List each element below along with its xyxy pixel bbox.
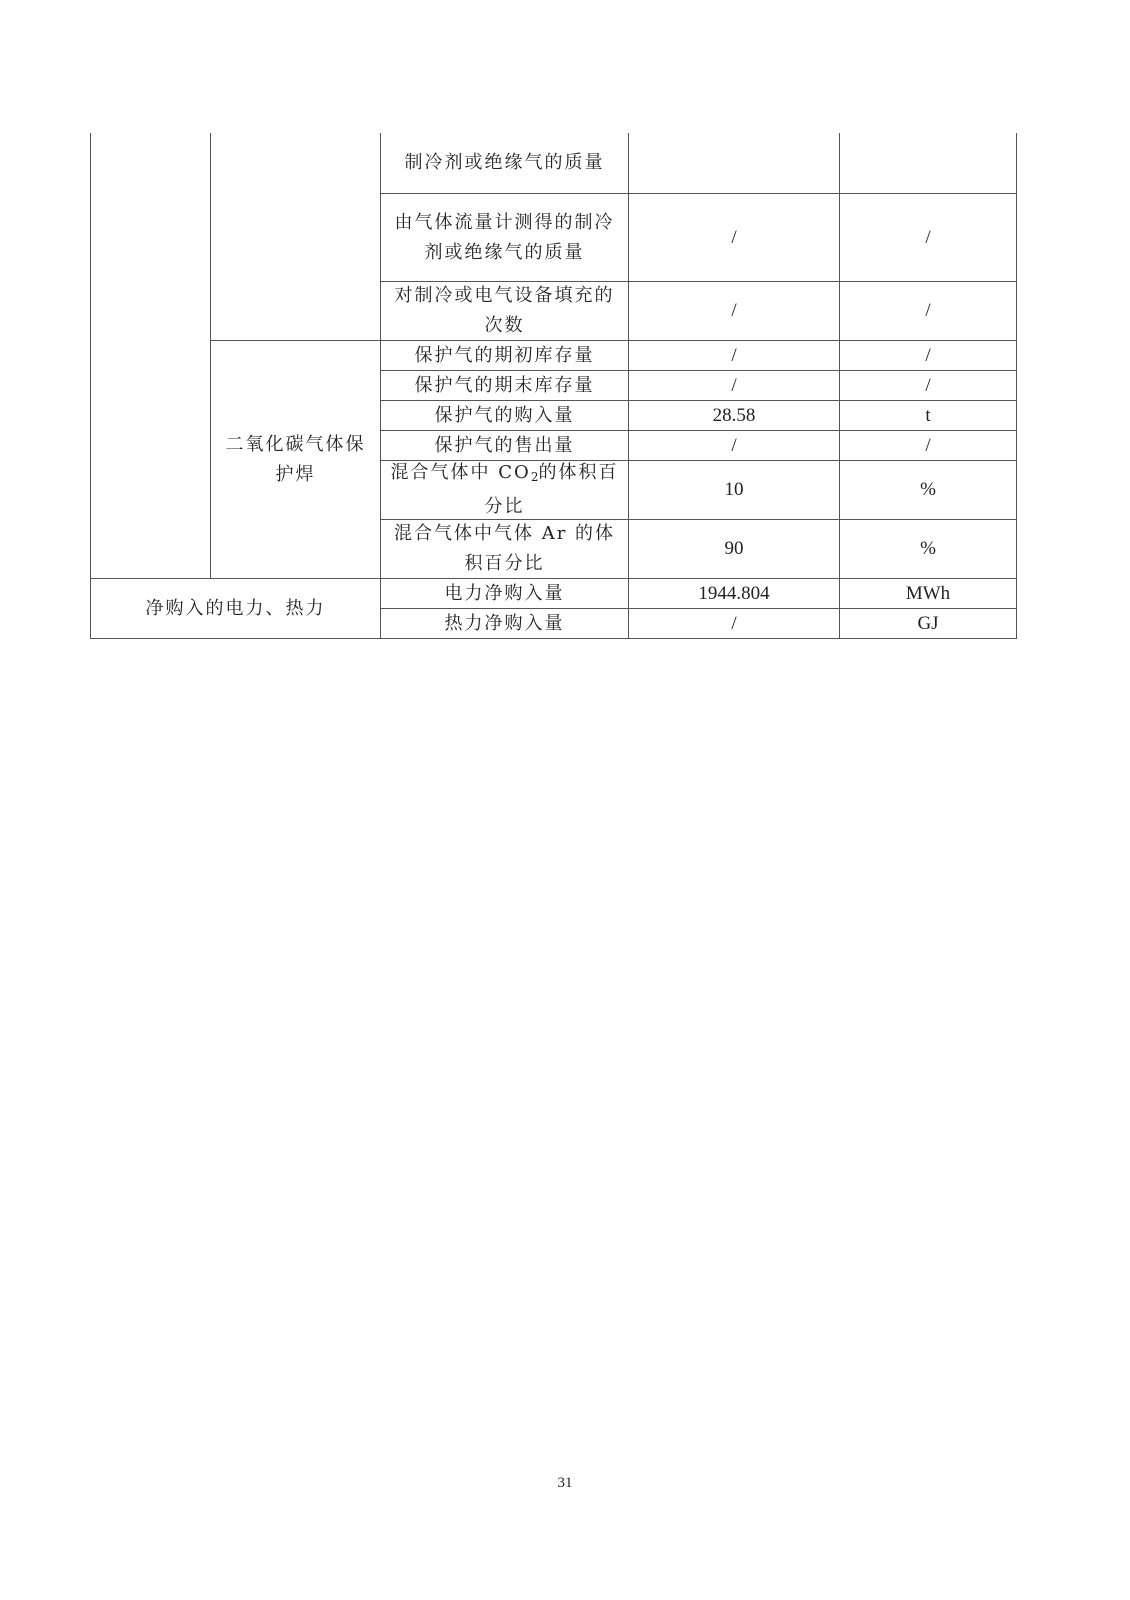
param-text: 由气体流量计测得的制冷剂或绝缘气的质量 [394, 211, 615, 263]
param-text: 制冷剂或绝缘气的质量 [404, 152, 605, 173]
value-cell: / [731, 374, 737, 396]
group-label-co2-welding [211, 341, 380, 578]
value-cell: 90 [724, 538, 744, 559]
value-cell: / [731, 434, 737, 456]
unit-cell: / [925, 226, 931, 248]
unit-cell: MWh [905, 582, 951, 604]
value-cell: / [731, 300, 737, 321]
value-cell: / [731, 612, 737, 634]
param-text-suffix: 的体积百分比 [484, 462, 619, 517]
param-text [389, 458, 620, 522]
param-text: 混合气体中气体 Ar 的体积百分比 [393, 523, 616, 574]
value-cell: 1944.804 [698, 582, 770, 604]
unit-cell: t [925, 404, 931, 426]
param-cell [381, 461, 628, 519]
param-cell [381, 520, 628, 578]
value-cell: / [731, 226, 737, 248]
table-border-left [90, 133, 91, 639]
value-cell: 28.58 [712, 404, 756, 426]
unit-cell: / [925, 434, 931, 456]
param-cell: 热力净购入量 [444, 612, 565, 634]
value-cell: 10 [724, 479, 744, 500]
unit-cell: % [920, 479, 936, 500]
table-border-right [1016, 133, 1017, 639]
value-cell: / [731, 344, 737, 366]
param-cell: 保护气的期初库存量 [414, 344, 595, 366]
param-cell: 保护气的售出量 [434, 434, 575, 456]
param-text-subscript: 2 [530, 470, 539, 484]
param-cell [381, 194, 628, 281]
group-label-net-purchase [91, 579, 380, 638]
group-label-text: 净购入的电力、热力 [145, 597, 326, 619]
unit-cell: GJ [917, 612, 939, 634]
param-cell [381, 133, 628, 193]
param-cell: 电力净购入量 [444, 582, 565, 604]
unit-cell: / [925, 300, 931, 321]
unit-cell: % [920, 538, 936, 559]
unit-cell: / [925, 374, 931, 396]
unit-cell: / [925, 344, 931, 366]
param-text: 对制冷或电气设备填充的次数 [394, 285, 615, 336]
group-label-text: 二氧化碳气体保护焊 [225, 433, 366, 485]
page-number: 31 [557, 1475, 573, 1491]
param-cell [381, 282, 628, 340]
param-text-prefix: 混合气体中 CO [390, 462, 531, 483]
param-cell: 保护气的购入量 [434, 404, 575, 426]
param-cell: 保护气的期末库存量 [414, 374, 595, 396]
